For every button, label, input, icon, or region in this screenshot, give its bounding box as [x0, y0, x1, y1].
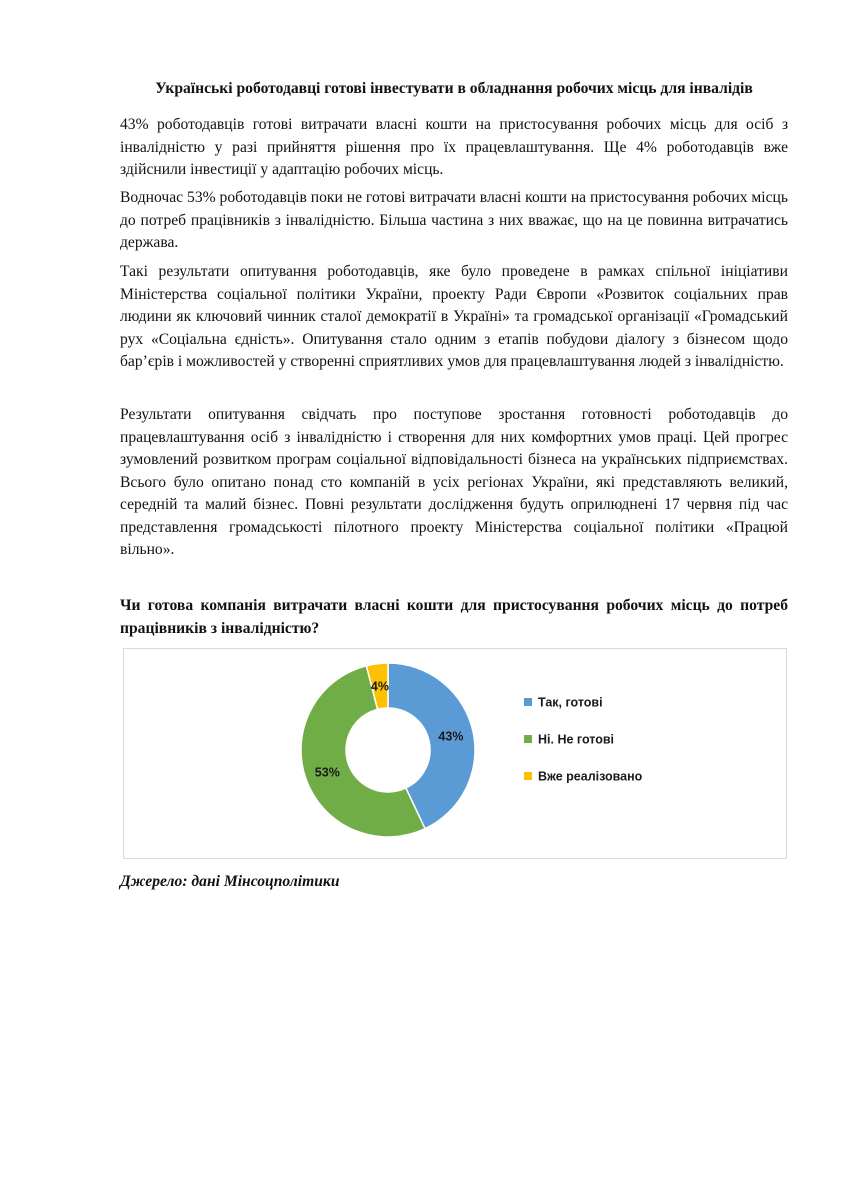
donut-chart: [123, 648, 787, 859]
chart-heading: Чи готова компанія витрачати власні кошти для пристосування робочих місць до потреб працівників з інвалідністю?: [120, 597, 788, 637]
chart-svg: [124, 649, 786, 858]
legend-label-3: Вже реалізовано: [538, 769, 643, 784]
data-label-2: 53%: [314, 765, 340, 780]
paragraph-2: Водночас 53% роботодавців поки не готові витрачати власні кошти на пристосування робочих місць до потреб працівників з інвалідністю. Більша частина з них вважає, що на це повинна витрачатись держава.: [120, 189, 788, 251]
document-title: Українські роботодавці готові інвестувати в обладнання робочих місць для інвалідів: [155, 80, 753, 97]
legend-label-2: Ні. Не готові: [538, 732, 615, 747]
data-label-3: 4%: [370, 679, 389, 694]
legend-swatch-1: [524, 698, 532, 706]
legend-swatch-2: [524, 735, 532, 743]
paragraph-3: Такі результати опитування роботодавців, яке було проведене в рамках спільної ініціативи Міністерства соціальної політики України, проекту Ради Європи «Розвиток соціальних прав людини як ключовий чинник сталої демократії в Україні» та громадської організації «Громадський рух «Соціальна єдність». Опитування стало одним з етапів побудови діалогу з бізнесом щодо бар’єрів і можливостей у створенні сприятливих умов для працевлаштування людей з інвалідністю.: [120, 263, 788, 370]
paragraph-1: 43% роботодавців готові витрачати власні кошти на пристосування робочих місць для осіб з інвалідністю у разі прийняття рішення про їх працевлаштування. Ще 4% роботодавців вже здійснили інвестиції у адаптацію робочих місць.: [120, 116, 788, 178]
paragraph-4: Результати опитування свідчать про поступове зростання готовності роботодавців до працевлаштування осіб з інвалідністю і створення для них комфортних умов праці. Цей прогрес зумовлений розвитком програм соціальної відповідальності бізнеса на українських підприємствах. Всього було опитано понад сто компаній в усіх регіонах України, які представляють великий, середній та малий бізнес. Повні результати дослідження будуть оприлюднені 17 червня під час представлення громадськості пілотного проекту Міністерства соціальної політики «Працюй вільно».: [120, 406, 788, 558]
source-note: Джерело: дані Мінсоцполітики: [120, 873, 340, 890]
legend-swatch-3: [524, 772, 532, 780]
data-label-1: 43%: [438, 729, 464, 744]
legend-label-1: Так, готові: [538, 695, 603, 710]
